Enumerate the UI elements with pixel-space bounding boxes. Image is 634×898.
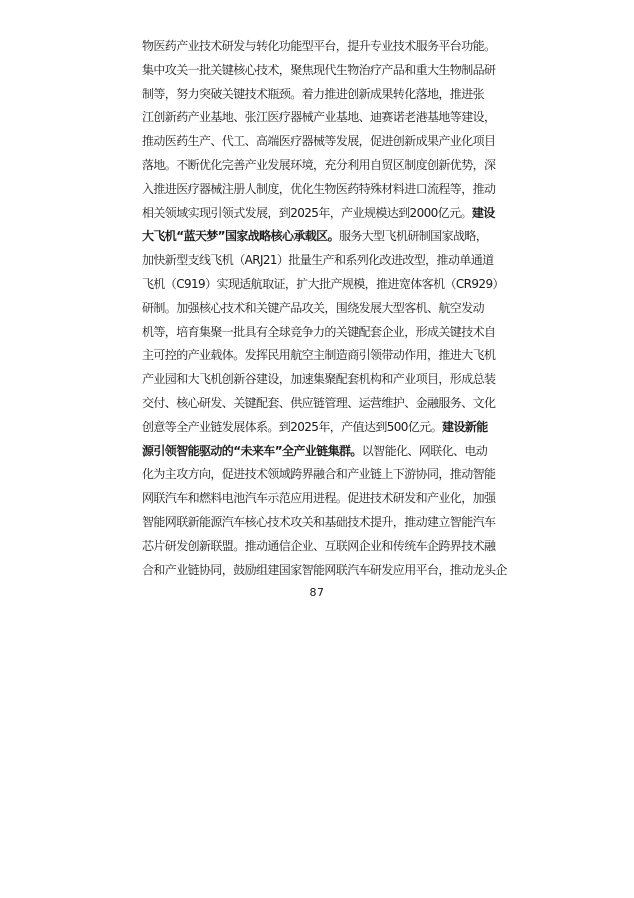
- text-line: [142, 59, 502, 83]
- text-line: [142, 202, 502, 226]
- text-run: 服务大型飞机研制国家战略，: [338, 229, 488, 244]
- text-run: 产业园和大飞机创新谷建设，加速集聚配套机构和产业项目，形成总装: [142, 372, 496, 387]
- text-run: 机等，培育集聚一批具有全球竞争力的关键配套企业，形成关键技术自: [142, 324, 496, 339]
- text-line: [142, 297, 502, 321]
- text-run: 江创新药产业基地、张江医疗器械产业基地、迪赛诺老港基地等建设，: [142, 110, 496, 125]
- text-run: 入推进医疗器械注册人制度，优化生物医药特殊材料进口流程等，推动: [142, 181, 496, 196]
- bold-text-run: 建设: [471, 205, 495, 220]
- text-run: 智能网联新能源汽车核心技术攻关和基础技术提升，推动建立智能汽车: [142, 514, 496, 529]
- text-run: 加快新型支线飞机（ARJ21）批量生产和系列化改进改型，推动单通道: [142, 253, 494, 268]
- text-line: [142, 83, 502, 107]
- text-run: 研制。加强核心技术和关键产品攻关，围绕发展大型客机、航空发动: [142, 300, 485, 315]
- text-run: 推动医药生产、代工、高端医疗器械等发展，促进创新成果产业化项目: [142, 134, 496, 149]
- text-run: 飞机（C919）实现适航取证，扩大批产规模，推进宽体客机（CR929）: [142, 276, 504, 291]
- text-line: [142, 559, 507, 583]
- text-line: [142, 487, 502, 511]
- text-line: [142, 273, 502, 297]
- text-line: [142, 35, 502, 59]
- text-run: 化为主攻方向，促进技术领域跨界融合和产业链上下游协同，推动智能: [142, 467, 496, 482]
- text-line: [142, 416, 502, 440]
- text-run: 制等，努力突破关键技术瓶颈。着力推进创新成果转化落地，推进张: [142, 86, 485, 101]
- text-run: 合和产业链协同，鼓励组建国家智能网联汽车研发应用平台，推动龙头企: [142, 562, 507, 577]
- text-run: 物医药产业技术研发与转化功能型平台，提升专业技术服务平台功能。: [142, 39, 496, 53]
- text-run: 集中攻关一批关键核心技术，聚焦现代生物治疗产品和重大生物制品研: [142, 62, 496, 77]
- text-line: [142, 225, 502, 249]
- text-line: [142, 106, 502, 130]
- text-line: [142, 440, 502, 464]
- text-run: 交付、核心研发、关键配套、供应链管理、运营维护、金融服务、文化: [142, 395, 496, 410]
- bold-text-run: 大飞机“蓝天梦”国家战略核心承载区。: [142, 229, 339, 244]
- text-run: 网联汽车和燃料电池汽车示范应用进程。促进技术研发和产业化，加强: [142, 491, 496, 506]
- text-line: [142, 321, 502, 345]
- text-line: [142, 535, 502, 559]
- text-line: [142, 344, 502, 368]
- text-line: [142, 178, 502, 202]
- text-run: 创意等全产业链发展体系。到2025年，产值达到500亿元。: [142, 419, 443, 434]
- text-line: [142, 249, 502, 273]
- text-line: [142, 130, 502, 154]
- text-line: [142, 392, 502, 416]
- text-run: 主可控的产业载体。发挥民用航空主制造商引领带动作用，推进大飞机: [142, 348, 496, 363]
- text-line: [142, 154, 502, 178]
- text-line: [142, 463, 502, 487]
- text-line: [142, 511, 502, 535]
- text-line: [142, 368, 502, 392]
- text-run: 相关领域实现引领式发展，到2025年，产业规模达到2000亿元。: [142, 205, 472, 220]
- body-text: [142, 35, 507, 582]
- text-run: 落地。不断优化完善产业发展环境，充分利用自贸区制度创新优势，深: [142, 157, 496, 172]
- bold-text-run: 源引领智能驱动的“未来车”全产业链集群。: [142, 443, 362, 458]
- page-number: 87: [309, 586, 325, 599]
- bold-text-run: 建设新能: [442, 419, 488, 434]
- text-run: 芯片研发创新联盟。推动通信企业、互联网企业和传统车企跨界技术融: [142, 538, 496, 553]
- text-run: 以智能化、网联化、电动: [361, 443, 488, 458]
